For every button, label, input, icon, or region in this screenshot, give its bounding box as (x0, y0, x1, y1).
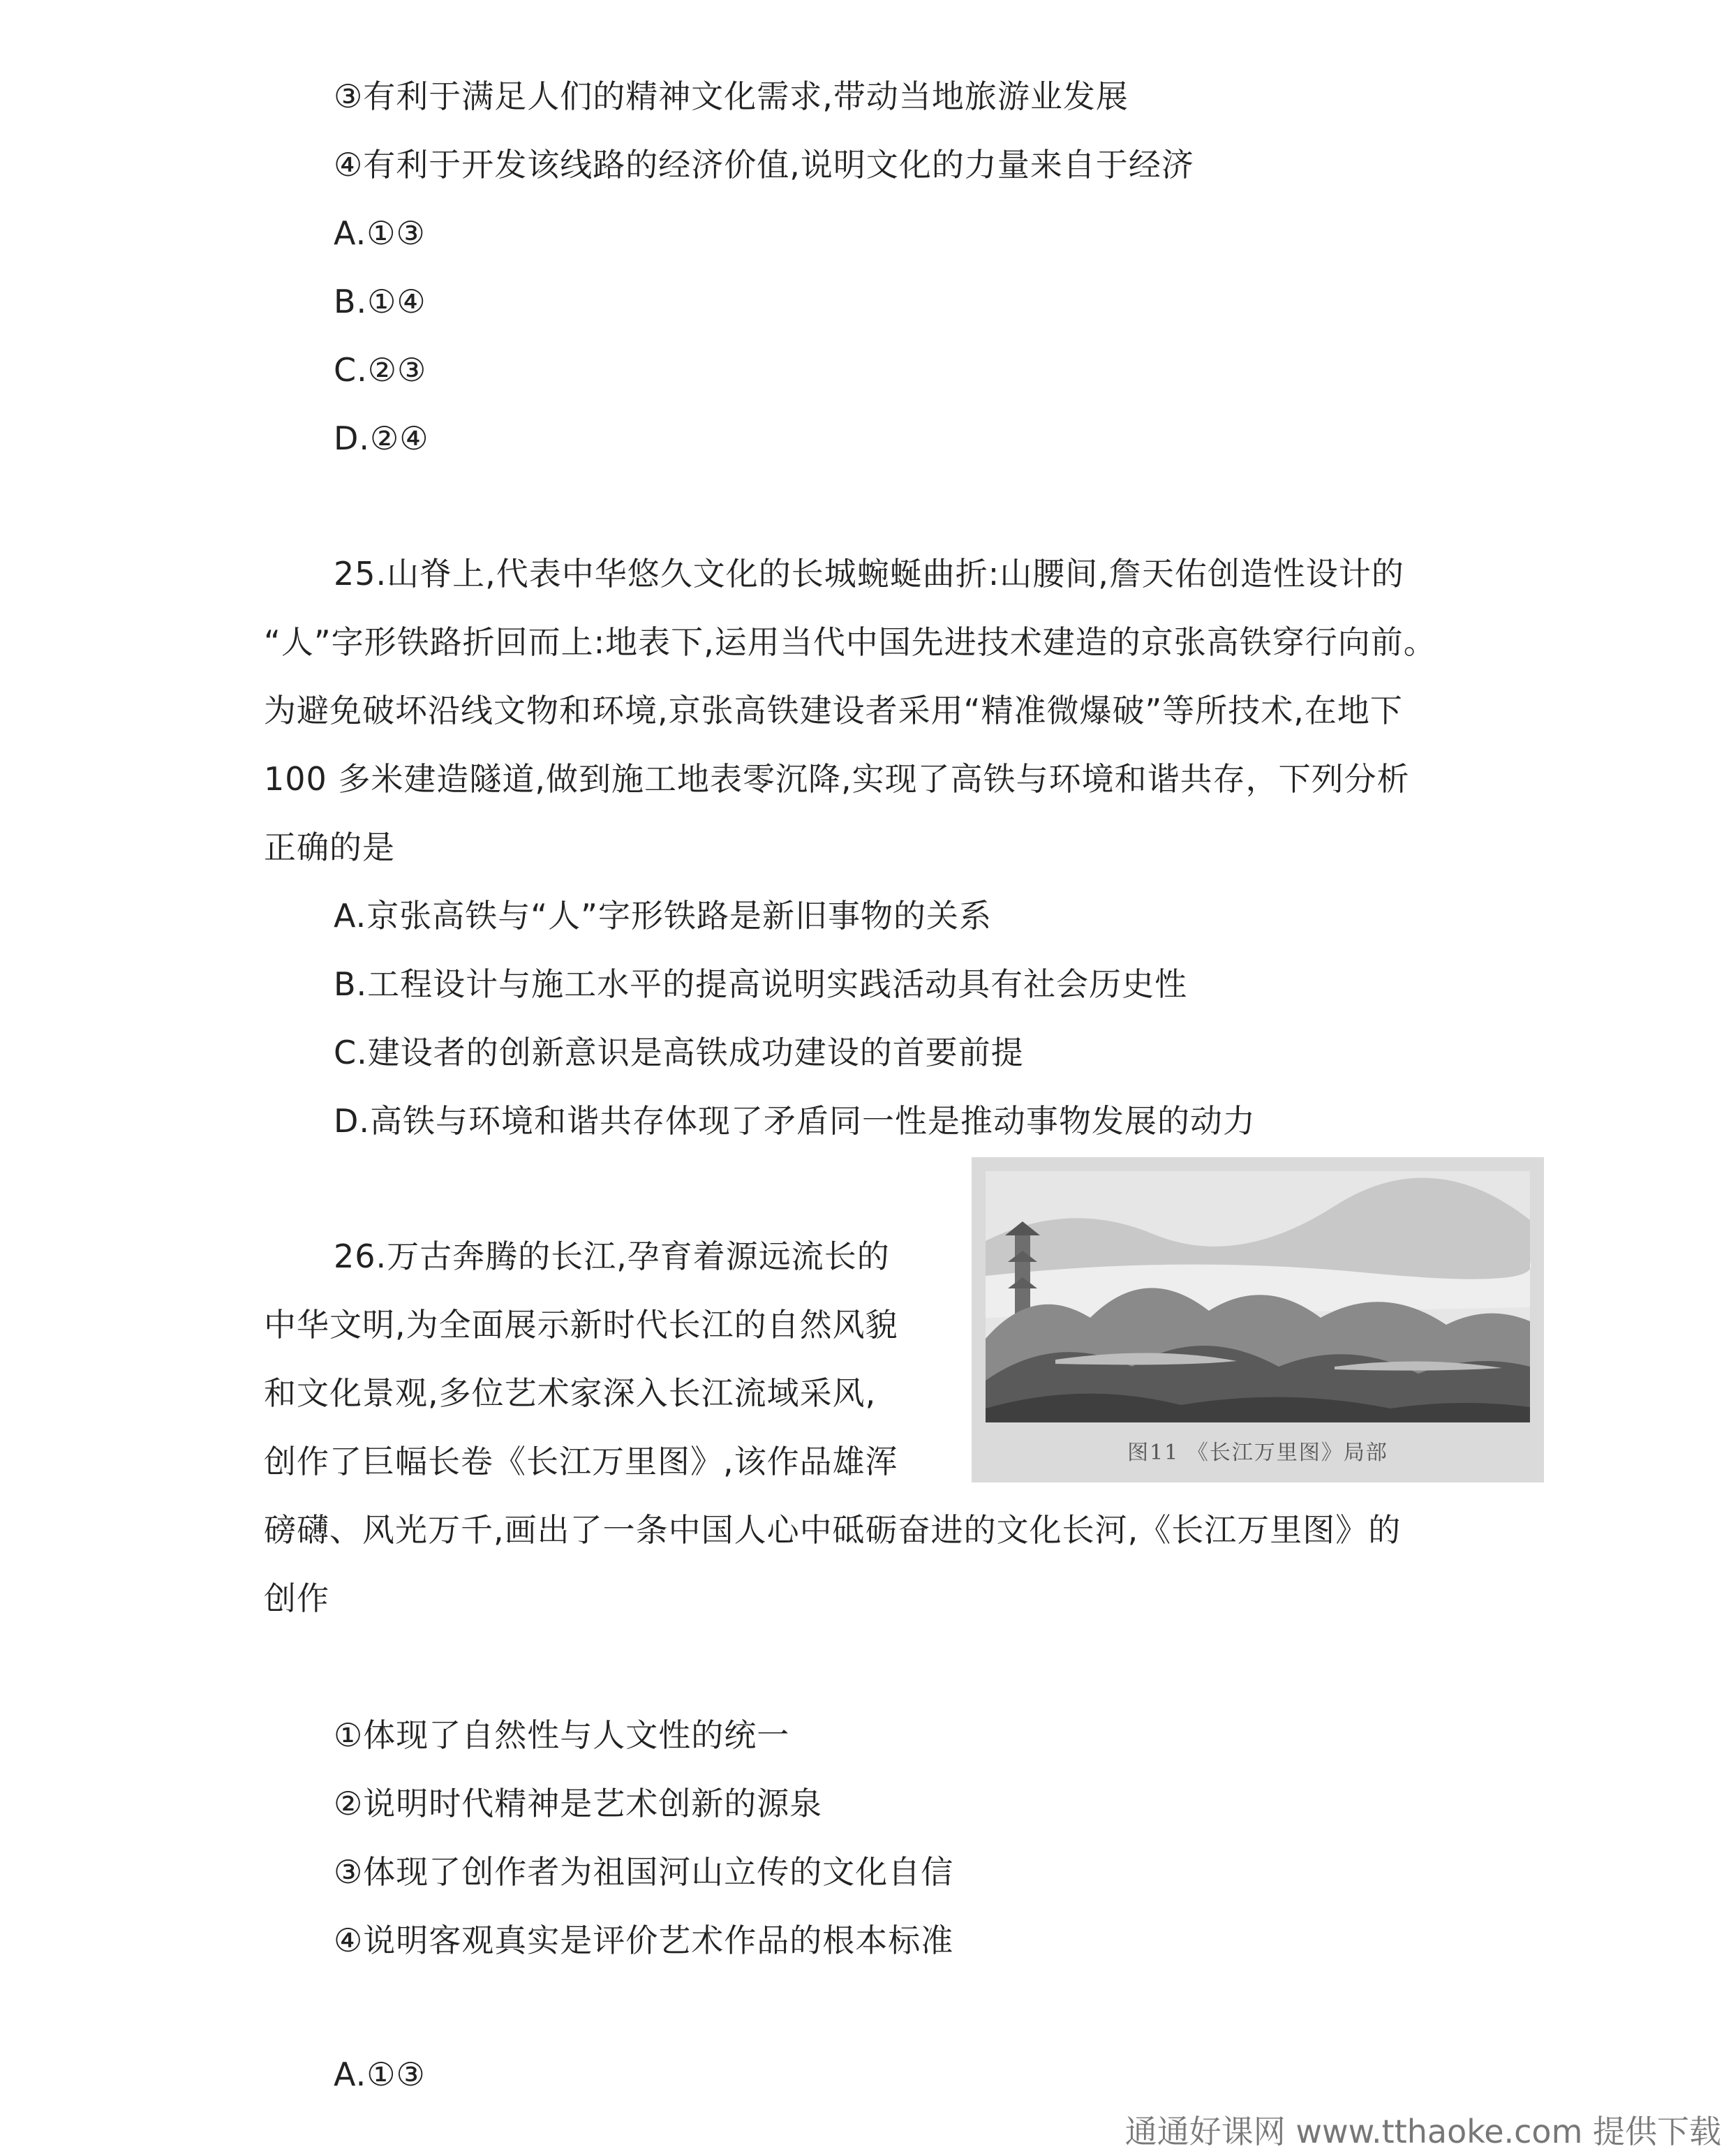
q26-stem-line-5: 磅礴、风光万千,画出了一条中国人心中砥砺奋进的文化长河,《长江万里图》的 (264, 1511, 1402, 1549)
q25-stem-line-3: 为避免破坏沿线文物和环境,京张高铁建设者采用“精准微爆破”等所技术,在地下 (264, 692, 1403, 729)
q24-choice-d: D.②④ (334, 419, 429, 457)
q24-choice-a: A.①③ (334, 214, 426, 252)
q25-choice-a: A.京张高铁与“人”字形铁路是新旧事物的关系 (334, 897, 992, 935)
q26-option-1: ①体现了自然性与人文性的统一 (334, 1716, 790, 1754)
q25-choice-c: C.建设者的创新意识是高铁成功建设的首要前提 (334, 1034, 1024, 1071)
watermark: 通通好课网 www.tthaoke.com 提供下载 (1124, 2113, 1721, 2150)
q26-option-2: ②说明时代精神是艺术创新的源泉 (334, 1785, 823, 1822)
q24-choice-b: B.①④ (334, 283, 426, 320)
q25-stem-line-5: 正确的是 (264, 828, 395, 866)
q26-stem-line-1: 26.万古奔腾的长江,孕育着源远流长的 (334, 1237, 890, 1275)
q26-stem-line-4: 创作了巨幅长卷《长江万里图》,该作品雄浑 (264, 1443, 898, 1480)
q26-choice-a: A.①③ (334, 2055, 426, 2093)
figure-caption: 图11 《长江万里图》局部 (1127, 1441, 1388, 1465)
landscape-painting-figure (972, 1157, 1544, 1482)
q26-option-3: ③体现了创作者为祖国河山立传的文化自信 (334, 1853, 954, 1891)
q24-option-4: ④有利于开发该线路的经济价值,说明文化的力量来自于经济 (334, 146, 1194, 184)
q25-stem-line-1: 25.山脊上,代表中华悠久文化的长城蜿蜒曲折:山腰间,詹天佑创造性设计的 (334, 555, 1404, 593)
q26-stem-line-3: 和文化景观,多位艺术家深入长江流域采风, (264, 1374, 877, 1412)
q26-stem-line-6: 创作 (264, 1579, 329, 1617)
q26-stem-line-2: 中华文明,为全面展示新时代长江的自然风貌 (264, 1306, 898, 1344)
q25-stem-line-2: “人”字形铁路折回而上:地表下,运用当代中国先进技术建造的京张高铁穿行向前。 (264, 623, 1436, 661)
q25-choice-d: D.高铁与环境和谐共存体现了矛盾同一性是推动事物发展的动力 (334, 1102, 1256, 1140)
q24-option-3: ③有利于满足人们的精神文化需求,带动当地旅游业发展 (334, 77, 1129, 115)
q24-choice-c: C.②③ (334, 351, 427, 389)
q26-option-4: ④说明客观真实是评价艺术作品的根本标准 (334, 1921, 954, 1959)
q25-choice-b: B.工程设计与施工水平的提高说明实践活动具有社会历史性 (334, 965, 1188, 1003)
q25-stem-line-4: 100 多米建造隧道,做到施工地表零沉降,实现了高铁与环境和谐共存，下列分析 (264, 760, 1410, 798)
landscape-painting-image (972, 1157, 1544, 1482)
